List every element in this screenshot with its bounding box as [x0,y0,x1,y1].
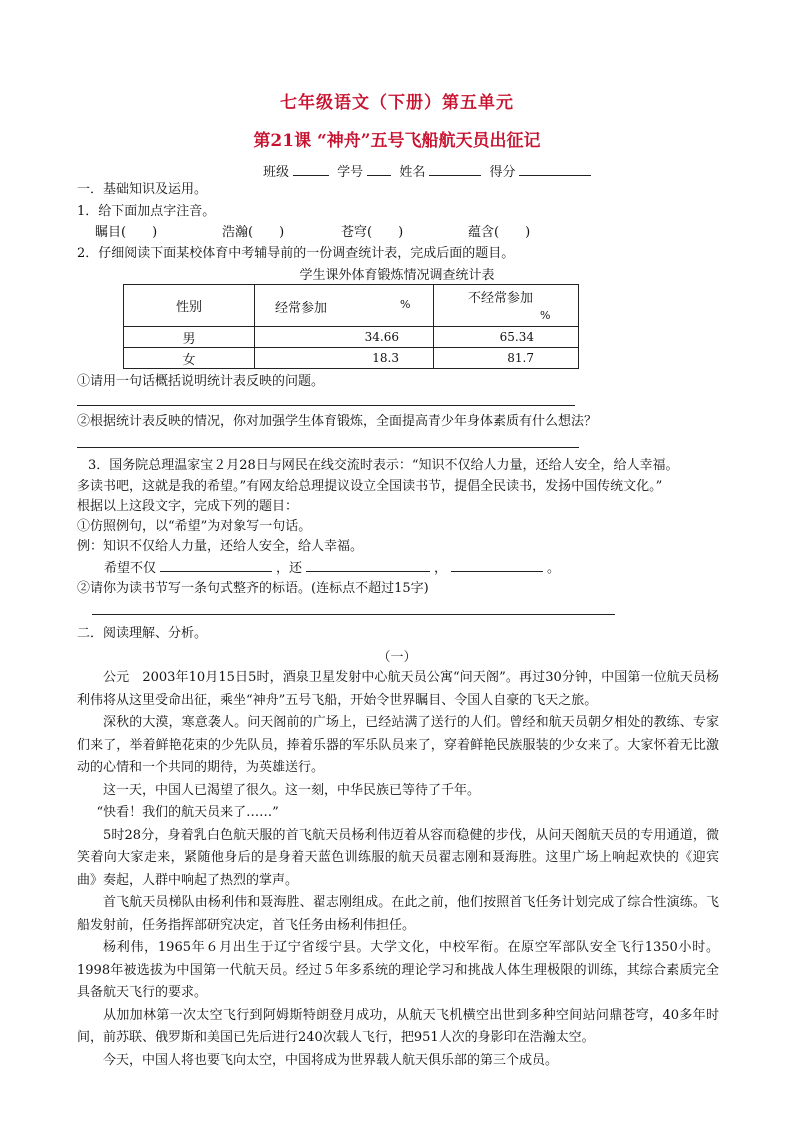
q3-sub2: ②请你为读书节写一条句式整齐的标语。(连标点不超过15字) [77,581,429,596]
q1-item[interactable]: 蕴含( ) [468,225,531,240]
student-id-field[interactable] [367,162,391,176]
survey-table [123,284,579,369]
answer-line[interactable] [77,447,579,448]
hope-end: 。 [547,561,561,576]
header-irregular [434,285,579,327]
hope-start: 希望不仅 [104,561,157,576]
passage-paragraph: 5时28分，身着乳白色航天服的首飞航天员杨利伟迈着从容而稳健的步伐，从问天阁航天员的专用通道，微笑着向大家走来，紧随他身后的是身着天蓝色训练服的航天员翟志刚和聂海胜。这里广场上响起欢快的《迎宾曲》奏起，人群中响起了热烈的掌声。 [77,827,719,888]
name-field[interactable] [429,162,481,176]
q3-example: 例：知识不仅给人力量，还给人安全，给人幸福。 [77,539,364,554]
passage-paragraph: 深秋的大漠，寒意袭人。问天阁前的广场上，已经站满了送行的人们。曾经和航天员朝夕相处的教练、专家们来了，举着鲜艳花束的少先队员，捧着乐器的军乐队员来了，穿着鲜艳民族服装的少女来了。大家怀着无比激动的心情和一个共同的期待，为英雄送行。 [77,715,719,775]
class-field[interactable] [293,162,329,176]
q3-line: 根据以上这段文字，完成下列的题目： [77,499,299,514]
name-label: 姓名 [399,165,426,180]
cell-gender: 男 [124,327,255,348]
cell-irregular: 65.34 [434,327,579,348]
cell-regular: 34.66 [255,327,434,348]
answer-line[interactable] [77,405,575,406]
header-gender: 性别 [124,285,255,327]
q3-line: 多读书吧，这就是我的希望。”有网友给总理提议设立全国读书节，提倡全民读书，发扬中国传统文化。” [77,479,663,494]
cell-irregular: 81.7 [434,348,579,369]
score-label: 得分 [489,165,516,180]
percent-sign: % [540,309,551,322]
part-label: （一） [377,650,417,665]
cell-regular: 18.3 [255,348,434,369]
hope-blank[interactable] [160,558,272,572]
cell-gender: 女 [124,348,255,369]
table-row [124,348,579,369]
passage-paragraph: 这一天，中国人已渴望了很久。这一刻，中华民族已等待了千年。 [103,782,481,798]
section-one-heading: 一．基础知识及运用。 [77,182,208,197]
passage-paragraph: 首飞航天员梯队由杨利伟和聂海胜、翟志刚组成。在此之前，他们按照首飞任务计划完成了综合性演练。飞船发射前，任务指挥部研究决定，首飞任务由杨利伟担任。 [77,895,719,933]
score-field[interactable] [519,162,591,176]
student-info-line [263,161,595,180]
header-regular-label: 经常参加 [275,301,328,316]
hope-mid: ，还 [276,561,303,576]
q1-item[interactable]: 浩瀚( ) [222,225,285,240]
passage-paragraph: 从加加林第一次太空飞行到阿姆斯特朗登月成功，从航天飞机横空出世到多种空间站问鼎苍穹，40多年时间，前苏联、俄罗斯和美国已先后进行240次载人飞行，把951人次的身影印在浩瀚太空。 [77,1007,719,1045]
table-caption: 学生课外体育锻炼情况调查统计表 [299,268,495,283]
q2-sub1: ①请用一句话概括说明统计表反映的问题。 [77,374,325,389]
q1-prompt: 1．给下面加点字注音。 [77,204,216,219]
unit-title: 七年级语文（下册）第五单元 [280,93,514,113]
class-label: 班级 [263,165,290,180]
lesson-title: 第21课 “神舟”五号飞船航天员出征记 [253,131,541,151]
student-id-label: 学号 [337,165,364,180]
percent-sign: % [400,298,411,311]
section-two-heading: 二．阅读理解、分析。 [77,626,208,641]
hope-blank[interactable] [451,558,543,572]
hope-blank[interactable] [306,558,430,572]
q2-sub2: ②根据统计表反映的情况，你对加强学生体育锻炼，全面提高青少年身体素质有什么想法？ [77,414,598,429]
table-row [124,327,579,348]
header-regular [255,285,434,327]
passage-paragraph: “快看！我们的航天员来了……” [96,805,279,820]
q2-prompt: 2．仔细阅读下面某校体育中考辅导前的一份调查统计表，完成后面的题目。 [77,246,515,261]
passage-paragraph: 杨利伟，1965年６月出生于辽宁省绥宁县。大学文化，中校军衔。在原空军部队安全飞行1350小时。1998年被选拔为中国第一代航天员。经过５年多系统的理论学习和挑战人体生理极限的训练，其综合素质完全具备航天飞行的要求。 [77,940,719,1000]
hope-sep: ， [434,561,448,576]
q3-line: 3．国务院总理温家宝２月28日与网民在线交流时表示：“知识不仅给人力量，还给人安全，给人幸福。 [88,458,679,473]
answer-line[interactable] [92,614,615,615]
q1-item[interactable]: 苍穹( ) [341,225,404,240]
hope-sentence [104,558,560,579]
q1-item[interactable]: 瞩目( ) [95,225,158,240]
passage-paragraph: 公元 2003年10月15日5时，酒泉卫星发射中心航天员公寓“问天阁”。再过30分钟，中国第一位航天员杨利伟将从这里受命出征，乘坐“神舟”五号飞船，开始令世界瞩目、令国人自豪的飞天之旅。 [77,670,719,708]
header-irregular-label: 不经常参加 [468,291,534,306]
passage-paragraph: 今天，中国人将也要飞向太空，中国将成为世界载人航天俱乐部的第三个成员。 [103,1052,559,1068]
reading-passage [77,667,719,1072]
q3-line: ①仿照例句，以“希望”为对象写一句话。 [77,519,312,534]
